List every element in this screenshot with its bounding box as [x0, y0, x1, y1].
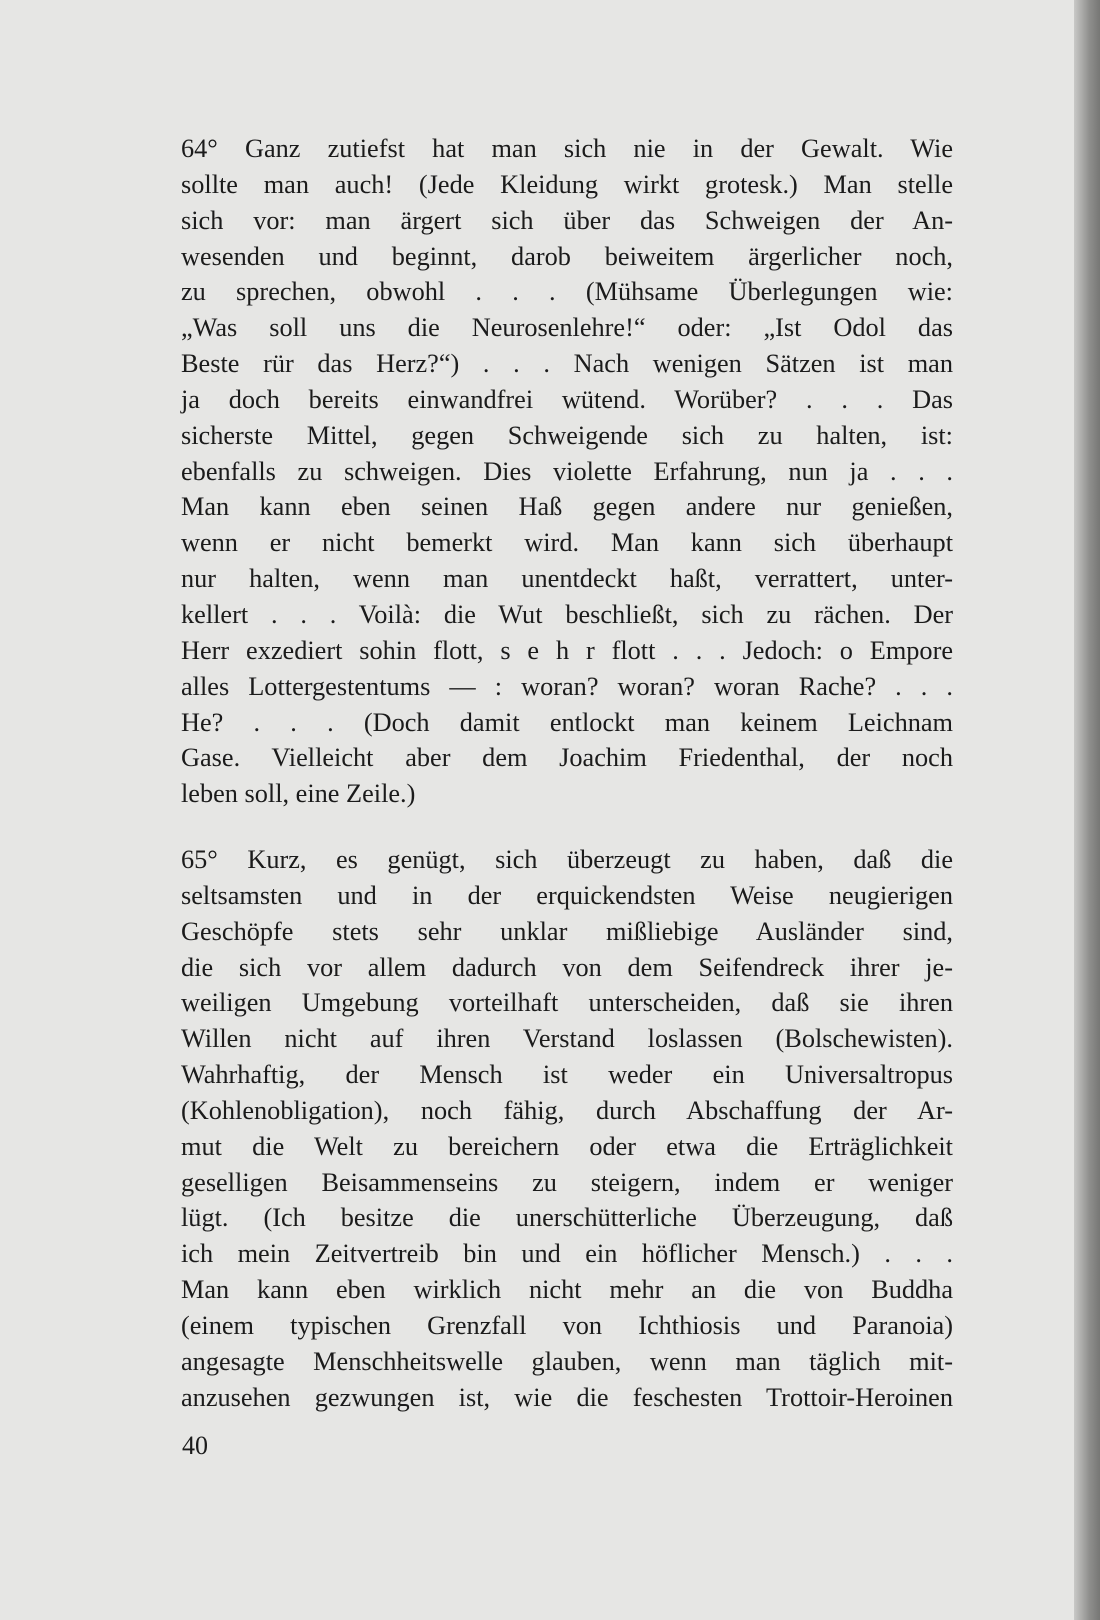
text-line: sollte man auch! (Jede Kleidung wirkt grotesk.) Man stelle: [181, 169, 953, 199]
text-line: Wahrhaftig, der Mensch ist weder ein Universaltropus: [181, 1060, 953, 1090]
text-line: die sich vor allem dadurch von dem Seifendreck ihrer je-: [181, 952, 953, 982]
text-line: weiligen Umgebung vorteilhaft unterscheiden, daß sie ihren: [181, 988, 953, 1018]
text-line: (Kohlenobligation), noch fähig, durch Abschaffung der Ar-: [181, 1095, 953, 1125]
text-line: wenn er nicht bemerkt wird. Man kann sich überhaupt: [181, 528, 953, 558]
text-line: mut die Welt zu bereichern oder etwa die Erträglichkeit: [181, 1131, 953, 1161]
text-line: 65° Kurz, es genügt, sich überzeugt zu haben, daß die: [181, 845, 953, 875]
text-line: anzusehen gezwungen ist, wie die feschesten Trottoir-Heroinen: [181, 1382, 953, 1412]
text-line: He? . . . (Doch damit entlockt man keinem Leichnam: [181, 707, 953, 737]
text-line: alles Lottergestentums — : woran? woran? woran Rache? . . .: [181, 671, 953, 701]
text-line: Willen nicht auf ihren Verstand loslassen (Bolschewisten).: [181, 1024, 953, 1054]
body-text: [181, 131, 953, 1416]
text-line: sich vor: man ärgert sich über das Schweigen der An-: [181, 205, 953, 235]
text-line: (einem typischen Grenzfall von Ichthiosis und Paranoia): [181, 1311, 953, 1340]
text-line: geselligen Beisammenseins zu steigern, indem er weniger: [181, 1167, 953, 1197]
text-line: kellert . . . Voilà: die Wut beschließt, sich zu rächen. Der: [181, 599, 953, 629]
text-line: Man kann eben wirklich nicht mehr an die von Buddha: [181, 1275, 953, 1305]
text-line: Man kann eben seinen Haß gegen andere nur genießen,: [181, 492, 953, 522]
text-line: „Was soll uns die Neurosenlehre!“ oder: „Ist Odol das: [181, 313, 953, 343]
text-line: lügt. (Ich besitze die unerschütterliche Überzeugung, daß: [181, 1203, 953, 1233]
text-line: ich mein Zeitvertreib bin und ein höflicher Mensch.) . . .: [181, 1239, 953, 1269]
text-line: sicherste Mittel, gegen Schweigende sich zu halten, ist:: [181, 420, 953, 450]
text-line: ja doch bereits einwandfrei wütend. Worüber? . . . Das: [181, 384, 953, 414]
book-spine-shadow: [1074, 0, 1100, 1620]
text-line: Gase. Vielleicht aber dem Joachim Friedenthal, der noch: [181, 743, 953, 773]
text-line: zu sprechen, obwohl . . . (Mühsame Überlegungen wie:: [181, 277, 953, 307]
text-line: wesenden und beginnt, darob beiweitem ärgerlicher noch,: [181, 241, 953, 271]
text-line: seltsamsten und in der erquickendsten Weise neugierigen: [181, 880, 953, 910]
text-line: leben soll, eine Zeile.): [181, 779, 416, 809]
paragraph-64: [181, 131, 953, 812]
page-number: 40: [182, 1431, 208, 1460]
text-line: ebenfalls zu schweigen. Dies violette Erfahrung, nun ja . . .: [181, 456, 953, 486]
text-line: 64° Ganz zutiefst hat man sich nie in der Gewalt. Wie: [181, 134, 953, 163]
paragraph-65: [181, 842, 953, 1416]
text-line: angesagte Menschheitswelle glauben, wenn man täglich mit-: [181, 1346, 953, 1376]
text-line: Herr exzediert sohin flott, s e h r flott . . . Jedoch: o Empore: [181, 635, 953, 665]
text-line: Geschöpfe stets sehr unklar mißliebige Ausländer sind,: [181, 916, 953, 946]
text-line: nur halten, wenn man unentdeckt haßt, verrattert, unter-: [181, 564, 953, 594]
text-line: Beste rür das Herz?“) . . . Nach wenigen Sätzen ist man: [181, 349, 953, 379]
